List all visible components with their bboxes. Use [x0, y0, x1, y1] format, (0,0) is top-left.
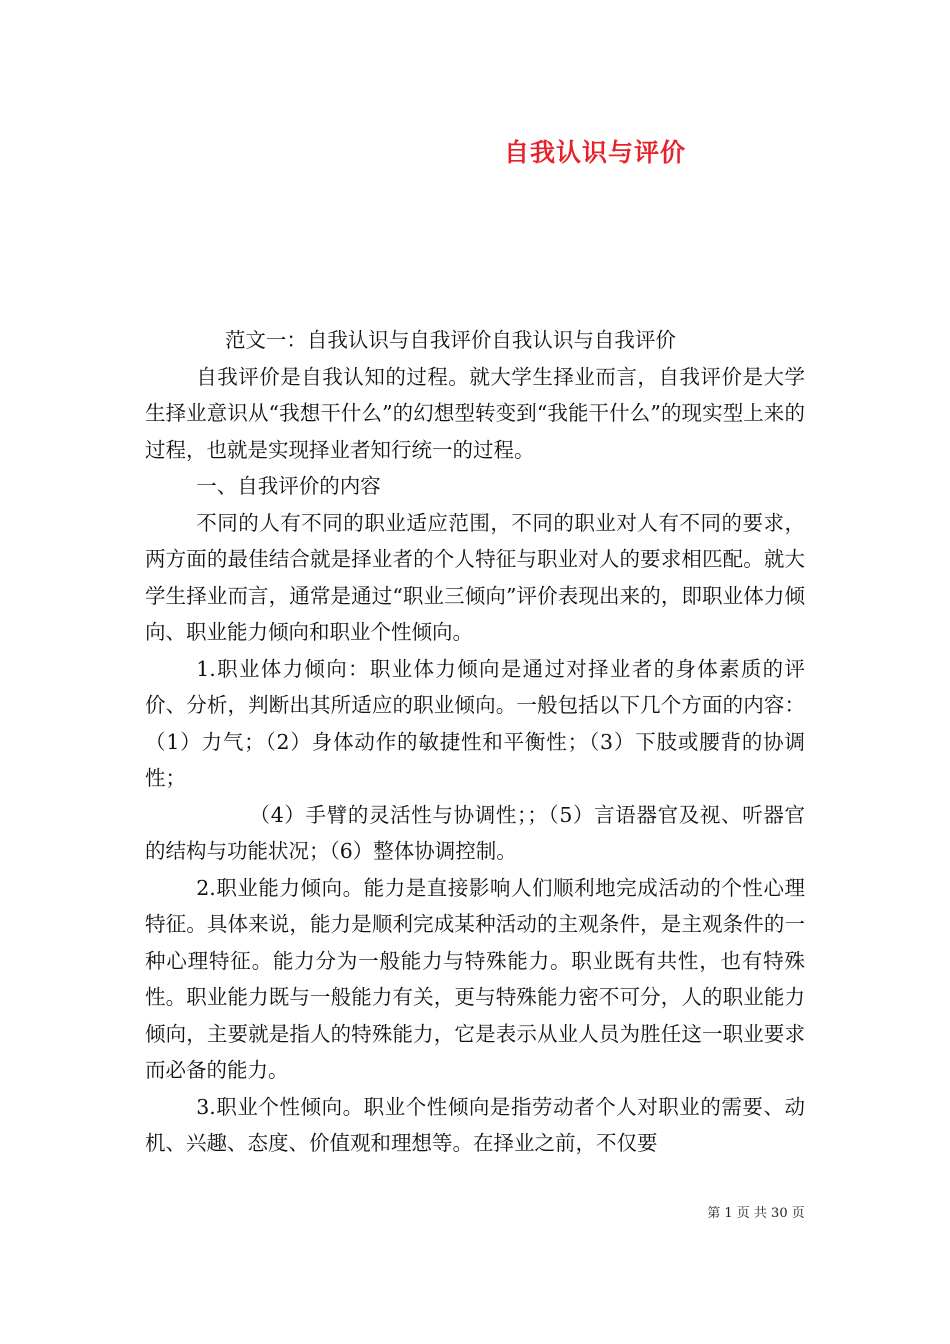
paragraph-ability: 2.职业能力倾向。能力是直接影响人们顺利地完成活动的个性心理特征。具体来说，能力是顺利完成某种活动的主观条件，是主观条件的一种心理特征。能力分为一般能力与特殊能力。职业既有共性，也有特殊性。职业能力既与一般能力有关，更与特殊能力密不可分，人的职业能力倾向，主要就是指人的特殊能力，它是表示从业人员为胜任这一职业要求而必备的能力。: [145, 875, 805, 1082]
paragraph-personality: 3.职业个性倾向。职业个性倾向是指劳动者个人对职业的需要、动机、兴趣、态度、价值观和理想等。在择业之前，不仅要: [145, 1094, 805, 1155]
paragraph-physical: 1.职业体力倾向：职业体力倾向是通过对择业者的身体素质的评价、分析，判断出其所适应的职业倾向。一般包括以下几个方面的内容：（1）力气；（2）身体动作的敏捷性和平衡性；（3）下肢或腰背的协调性；: [145, 656, 805, 790]
paragraph-content: 不同的人有不同的职业适应范围，不同的职业对人有不同的要求，两方面的最佳结合就是择业者的个人特征与职业对人的要求相匹配。就大学生择业而言，通常是通过“职业三倾向”评价表现出来的，即职业体力倾向、职业能力倾向和职业个性倾向。: [145, 510, 805, 644]
paragraph-intro: 自我评价是自我认知的过程。就大学生择业而言，自我评价是大学生择业意识从“我想干什么”的幻想型转变到“我能干什么”的现实型上来的过程，也就是实现择业者知行统一的过程。: [145, 364, 805, 462]
document-body: [145, 322, 805, 1162]
section-heading: 一、自我评价的内容: [196, 474, 381, 498]
paragraph-physical-continued: （4）手臂的灵活性与协调性；；（5）言语器官及视、听器官的结构与功能状况；（6）整体协调控制。: [145, 802, 805, 863]
paragraph-heading-sample: 范文一：自我认识与自我评价自我认识与自我评价: [224, 328, 676, 352]
document-title: 自我认识与评价: [503, 138, 686, 167]
page-number: 第 1 页 共 30 页: [707, 1206, 805, 1221]
